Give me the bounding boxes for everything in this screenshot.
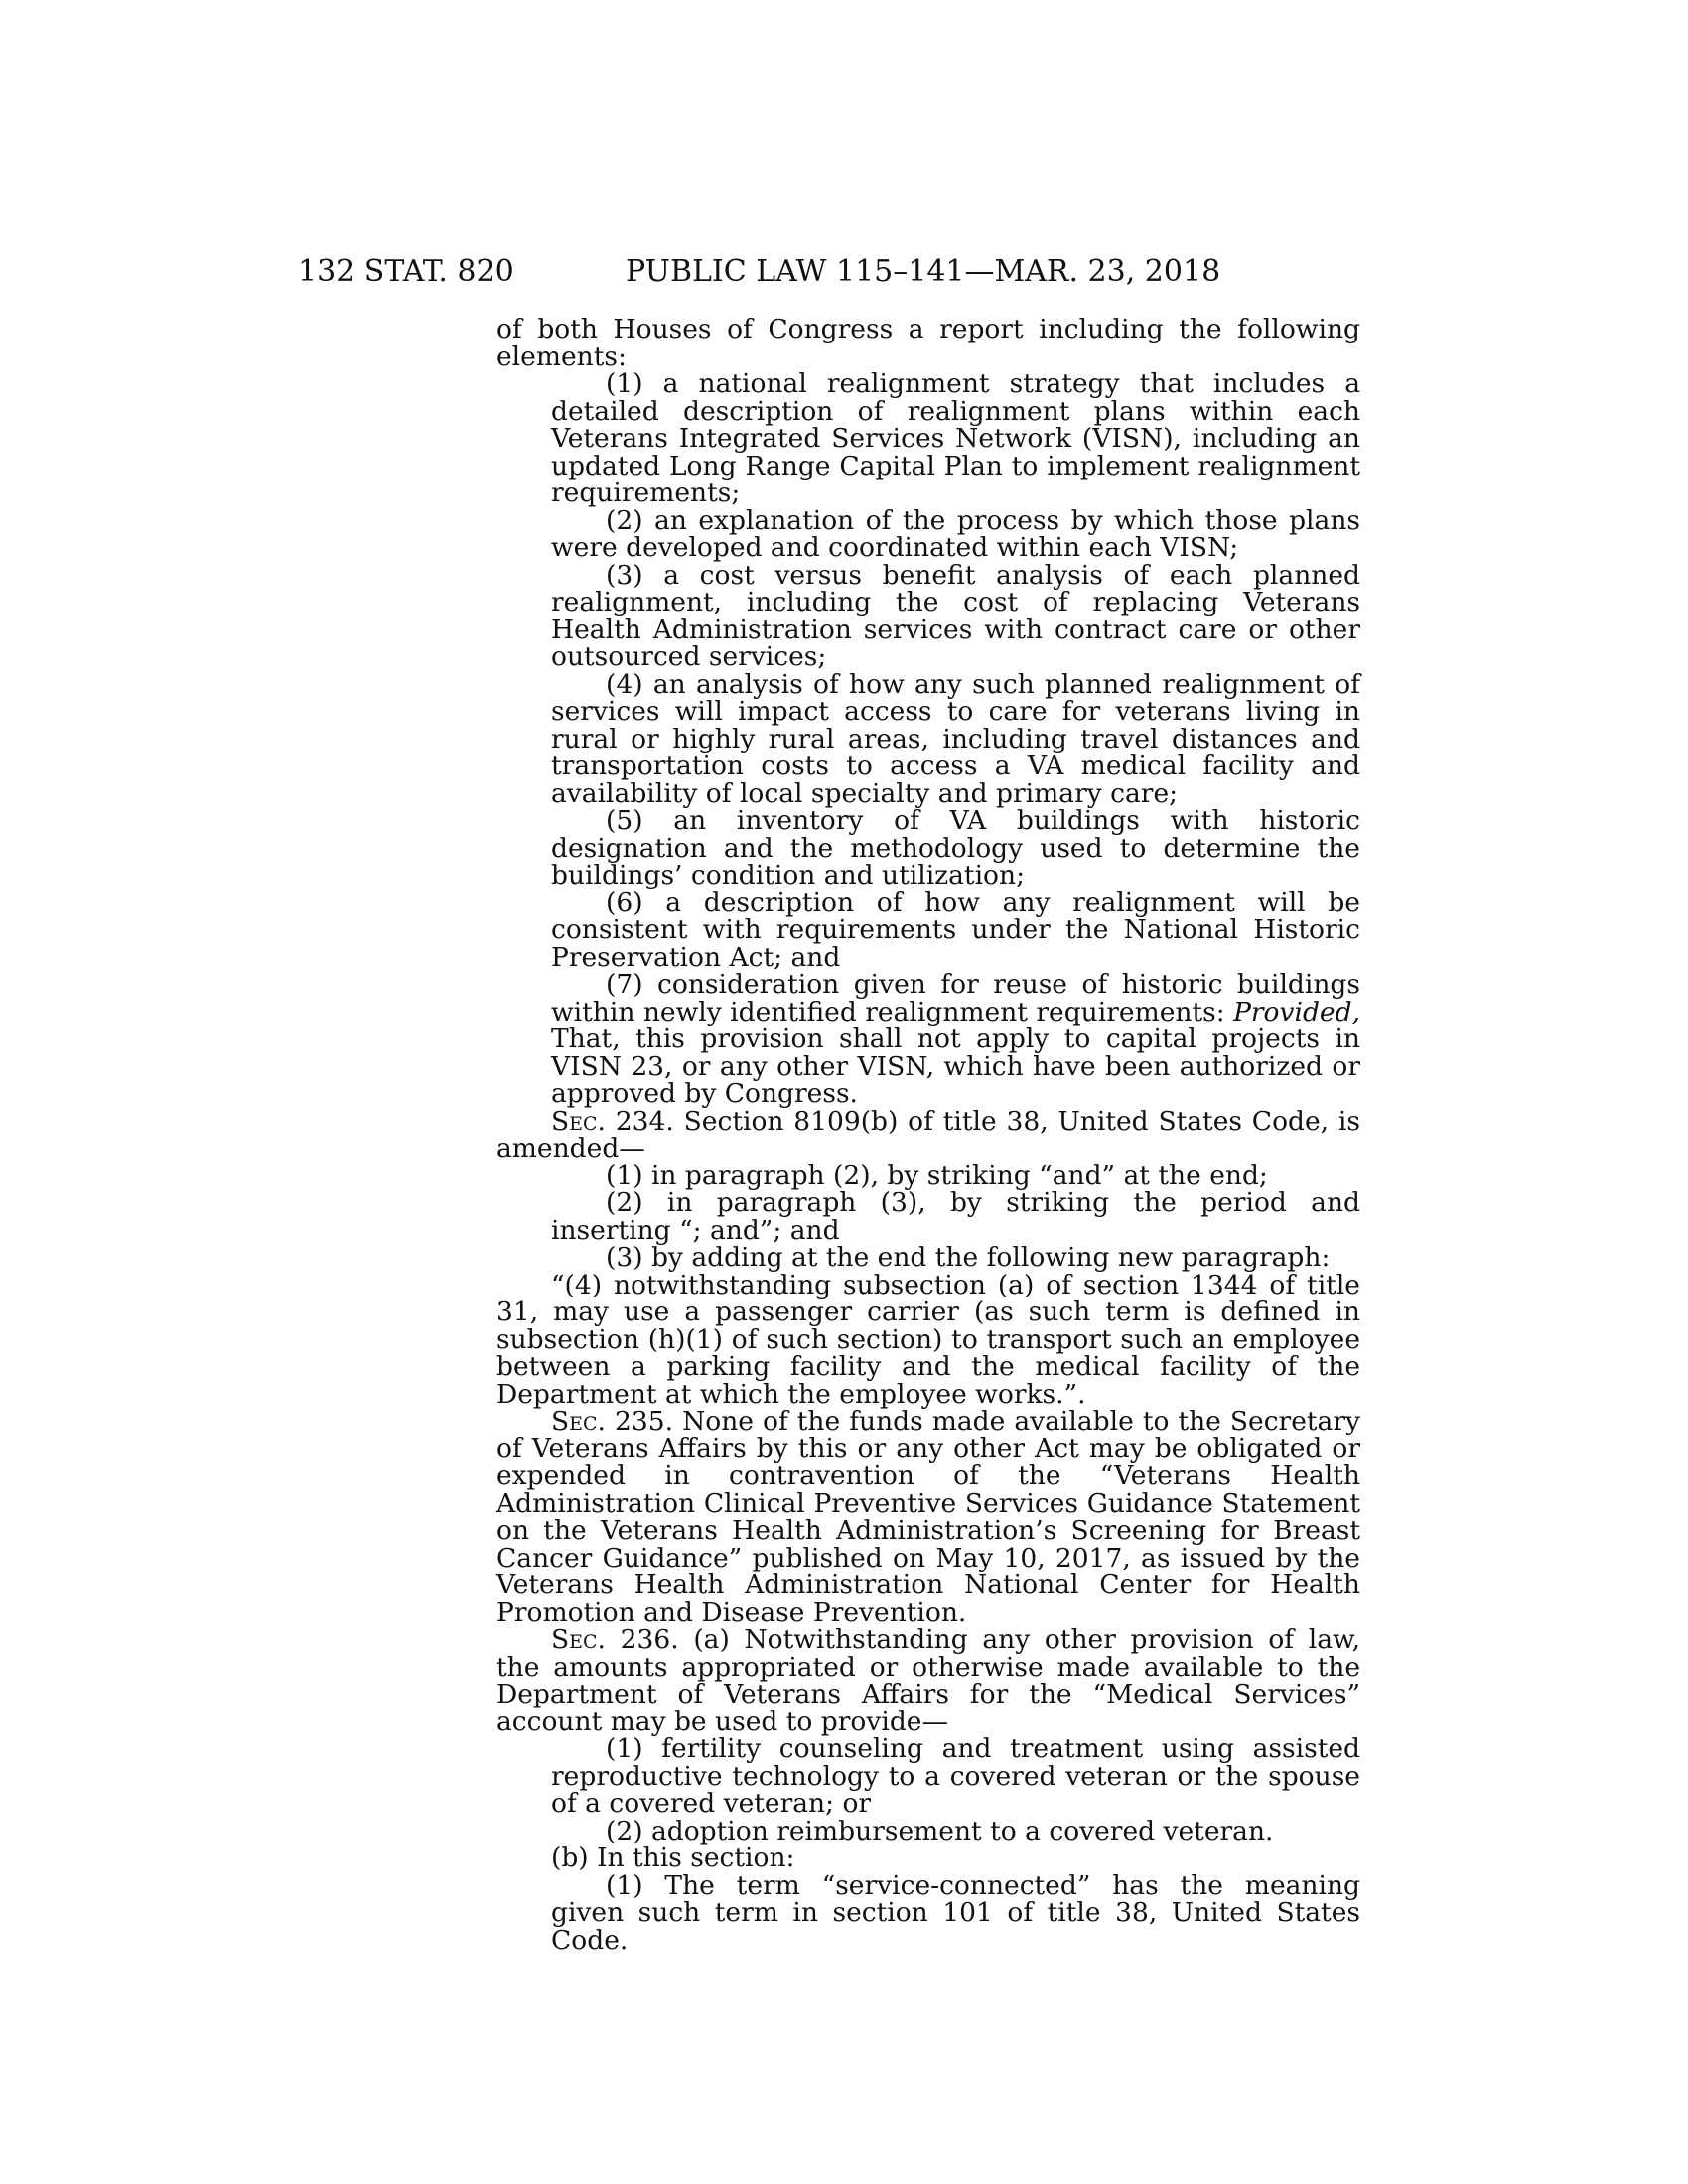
list-item: (4) an analysis of how any such planned realignment of services will impact access to care for veterans living in rural or highly rural areas, including travel distances and transportation costs to access a VA medical facility and availability of local specialty and primary care; bbox=[551, 668, 1360, 809]
running-title: PUBLIC LAW 115–141—MAR. 23, 2018 bbox=[626, 254, 1221, 289]
list-item: (7) consideration given for reuse of historic buildings within newly identified realignment requirements: Provided, That, this provision shall not apply to capital projects in VISN 23, or any other VISN, which have been authorized or approved by Congress. bbox=[551, 969, 1360, 1109]
section-label: Sec. bbox=[551, 1624, 606, 1655]
list-item: (3) by adding at the end the following new paragraph: bbox=[606, 1242, 1331, 1273]
list-item: (1) in paragraph (2), by striking “and” at the end; bbox=[606, 1160, 1268, 1191]
list-item: (2) adoption reimbursement to a covered veteran. bbox=[606, 1815, 1274, 1846]
list-item: (3) a cost versus benefit analysis of each planned realignment, including the cost of replacing Veterans Health Administration services with contract care or other outsourced services; bbox=[551, 559, 1360, 672]
list-item: (5) an inventory of VA buildings with historic designation and the methodology used to determine the buildings’ condition and utilization; bbox=[551, 805, 1360, 890]
subsection-b: (b) In this section: bbox=[551, 1843, 795, 1873]
quoted-paragraph: “(4) notwithstanding subsection (a) of section 1344 of title 31, may use a passenger carrier (as such term is defined in subsection (h)(1) of such section) to transport such an employee between a parking facility and the medical facility of the Department at which the employee works.”. bbox=[496, 1269, 1360, 1410]
section-236: Sec. 236. (a) Notwithstanding any other provision of law, the amounts appropriated or otherwise made available to the Department of Veterans Affairs for the “Medical Services” account may be used to provide— bbox=[496, 1624, 1360, 1737]
page-header bbox=[298, 252, 1360, 292]
section-label: Sec. bbox=[551, 1406, 606, 1436]
section-label: Sec. bbox=[551, 1105, 606, 1137]
section-234: Sec. 234. Section 8109(b) of title 38, United States Code, is amended— bbox=[496, 1105, 1360, 1163]
list-item: (2) in paragraph (3), by striking the period and inserting “; and”; and bbox=[551, 1187, 1360, 1246]
list-item: (1) a national realignment strategy that includes a detailed description of realignment plans within each Veterans Integrated Services Network (VISN), including an updated Long Range Capital Plan to implement realignment requirements; bbox=[551, 368, 1360, 508]
document-body bbox=[496, 316, 1360, 1954]
paragraph: of both Houses of Congress a report including the following elements: bbox=[496, 314, 1360, 372]
section-235: Sec. 235. None of the funds made available to the Secretary of Veterans Affairs by this or any other Act may be obligated or expended in contravention of the “Veterans Health Administration Clinical Preventive Services Guidance Statement on the Veterans Health Administration’s Screening for Breast Cancer Guidance” published on May 10, 2017, as issued by the Veterans Health Administration National Center for Health Promotion and Disease Prevention. bbox=[496, 1406, 1360, 1628]
list-item: (2) an explanation of the process by which those plans were developed and coordinated within each VISN; bbox=[551, 504, 1360, 563]
list-item: (6) a description of how any realignment will be consistent with requirements under the National Historic Preservation Act; and bbox=[551, 887, 1360, 973]
list-item: (1) The term “service-connected” has the meaning given such term in section 101 of title 38, United States Code. bbox=[551, 1869, 1360, 1956]
proviso-italic: Provided, bbox=[1233, 996, 1360, 1027]
stat-page-number: 132 STAT. 820 bbox=[298, 254, 514, 289]
list-item: (1) fertility counseling and treatment using assisted reproductive technology to a covered veteran or the spouse of a covered veteran; or bbox=[551, 1733, 1360, 1819]
